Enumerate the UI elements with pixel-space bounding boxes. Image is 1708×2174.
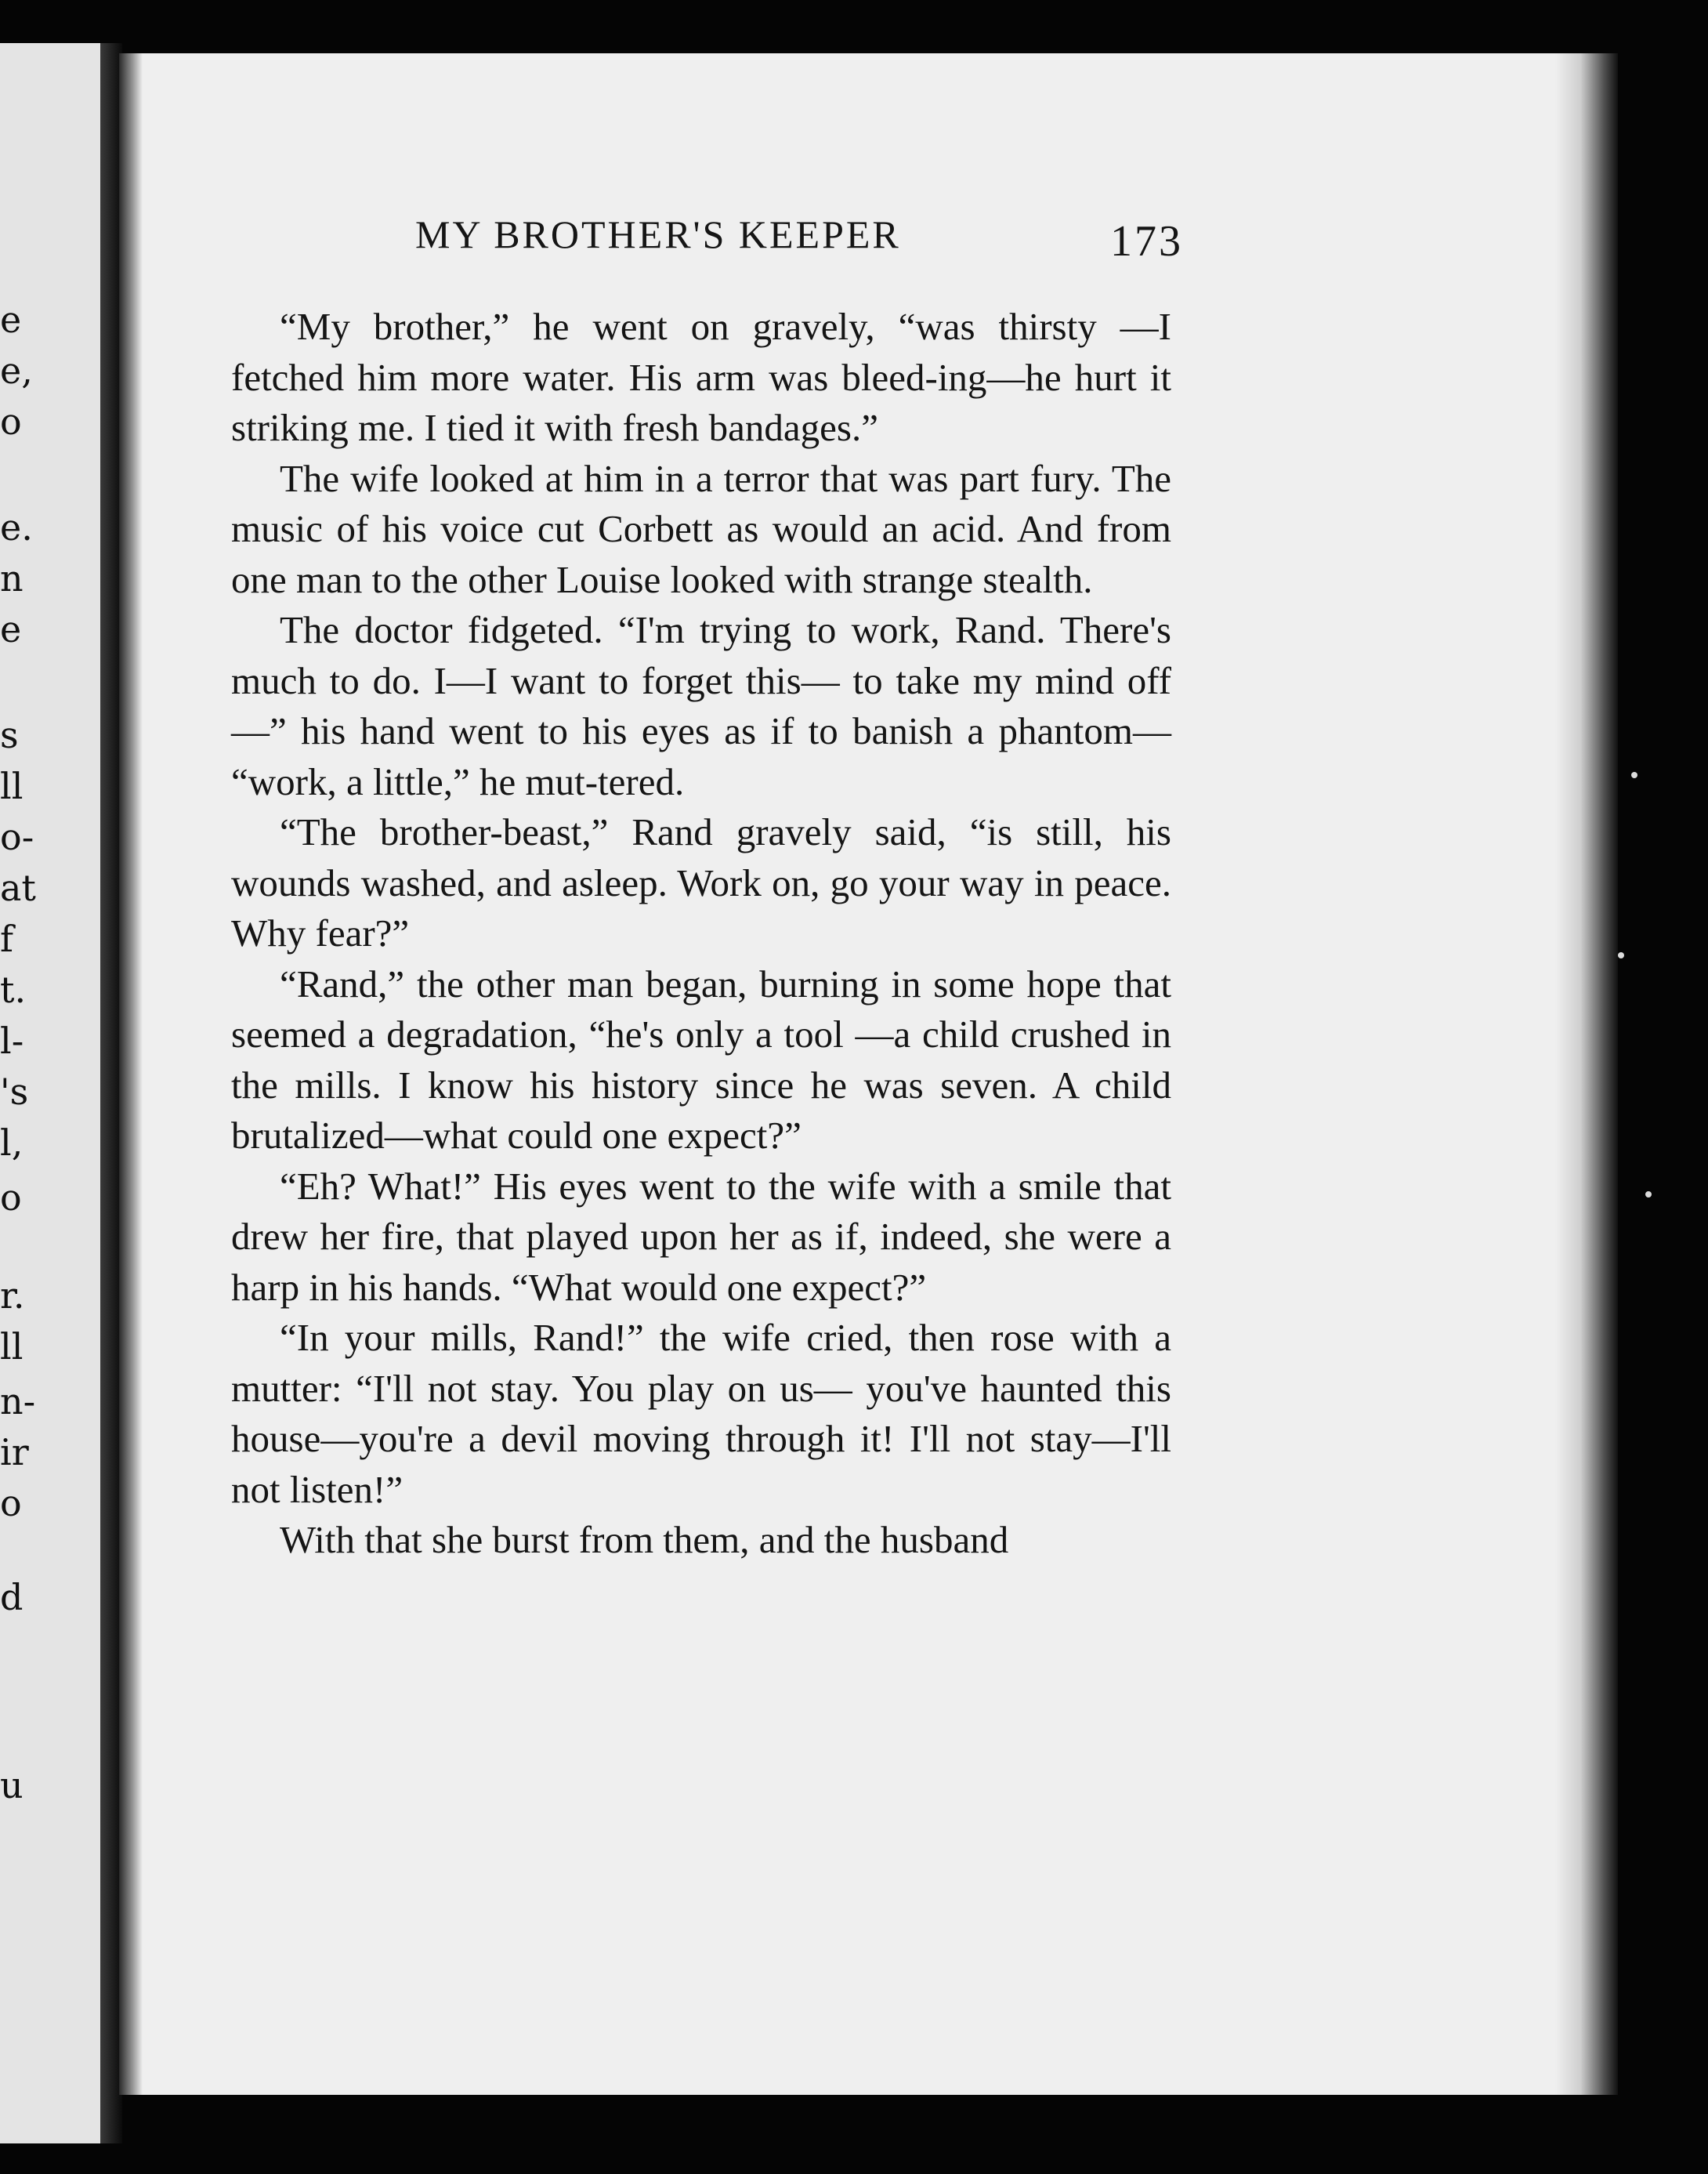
left-page-fragment: l,: [0, 1121, 24, 1164]
left-page-fragment: d: [0, 1576, 24, 1618]
left-page-fragment: s: [0, 714, 19, 756]
page-inner-shadow: [119, 53, 143, 2095]
page-outer-edge: [1555, 53, 1618, 2095]
page-number: 173: [1110, 217, 1183, 266]
body-text: [231, 302, 1171, 1566]
left-page-fragment: e: [0, 608, 22, 650]
scan-speck: [1645, 1191, 1652, 1198]
scan-speck: [1631, 772, 1637, 778]
paragraph: “Rand,” the other man began, burning in some hope that seemed a degradation, “he's only a tool —a child crushed in the mills. I know his history since he was seven. A child brutalized—what could one expect?”: [231, 962, 1171, 1157]
paragraph: With that she burst from them, and the husband: [280, 1518, 1009, 1561]
left-page-fragment: at: [0, 867, 36, 909]
left-page-fragment: ir: [0, 1431, 29, 1473]
left-page-fragment: o-: [0, 816, 34, 858]
left-page-fragment: u: [0, 1764, 24, 1806]
left-page-fragment: o: [0, 400, 22, 443]
paragraph: “In your mills, Rand!” the wife cried, then rose with a mutter: “I'll not stay. You play on us— you've haunted this house—you're a devil moving through it! I'll not stay—I'll not listen!”: [231, 1316, 1171, 1511]
left-page-fragment: e.: [0, 506, 33, 549]
left-page-fragment: r.: [0, 1274, 25, 1317]
left-page-fragment: ll: [0, 1325, 24, 1368]
left-page-fragment: ll: [0, 765, 24, 807]
left-facing-page: [0, 43, 100, 2143]
left-page-fragment: n: [0, 557, 24, 600]
paragraph: The doctor fidgeted. “I'm trying to work, Rand. There's much to do. I—I want to forget this— to take my mind off—” his hand went to his eyes as if to banish a phantom— “work, a little,” he mut-tered.: [231, 608, 1171, 803]
left-page-fragment: n-: [0, 1380, 36, 1422]
paragraph: “Eh? What!” His eyes went to the wife with a smile that drew her fire, that played upon her as if, indeed, she were a harp in his hands. “What would one expect?”: [231, 1164, 1171, 1309]
left-page-fragment: o: [0, 1482, 22, 1524]
left-page-fragment: 's: [0, 1071, 29, 1113]
paragraph: The wife looked at him in a terror that was part fury. The music of his voice cut Corbett as would an acid. And from one man to the other Louise looked with strange stealth.: [231, 456, 1171, 601]
running-title: MY BROTHER'S KEEPER: [415, 212, 901, 256]
left-page-fragment: e,: [0, 350, 33, 392]
scan-speck: [1618, 952, 1624, 958]
left-page-fragment: o: [0, 1176, 22, 1219]
paragraph: “The brother-beast,” Rand gravely said, “is still, his wounds washed, and asleep. Work on, go your way in peace. Why fear?”: [231, 810, 1171, 955]
left-page-fragment: f: [0, 918, 14, 960]
paragraph: “My brother,” he went on gravely, “was thirsty —I fetched him more water. His arm was bleed-ing—he hurt it striking me. I tied it with fresh bandages.”: [231, 305, 1171, 449]
left-page-fragment: e: [0, 299, 22, 341]
left-page-fragment: t.: [0, 969, 27, 1011]
left-page-fragment: l-: [0, 1020, 24, 1062]
